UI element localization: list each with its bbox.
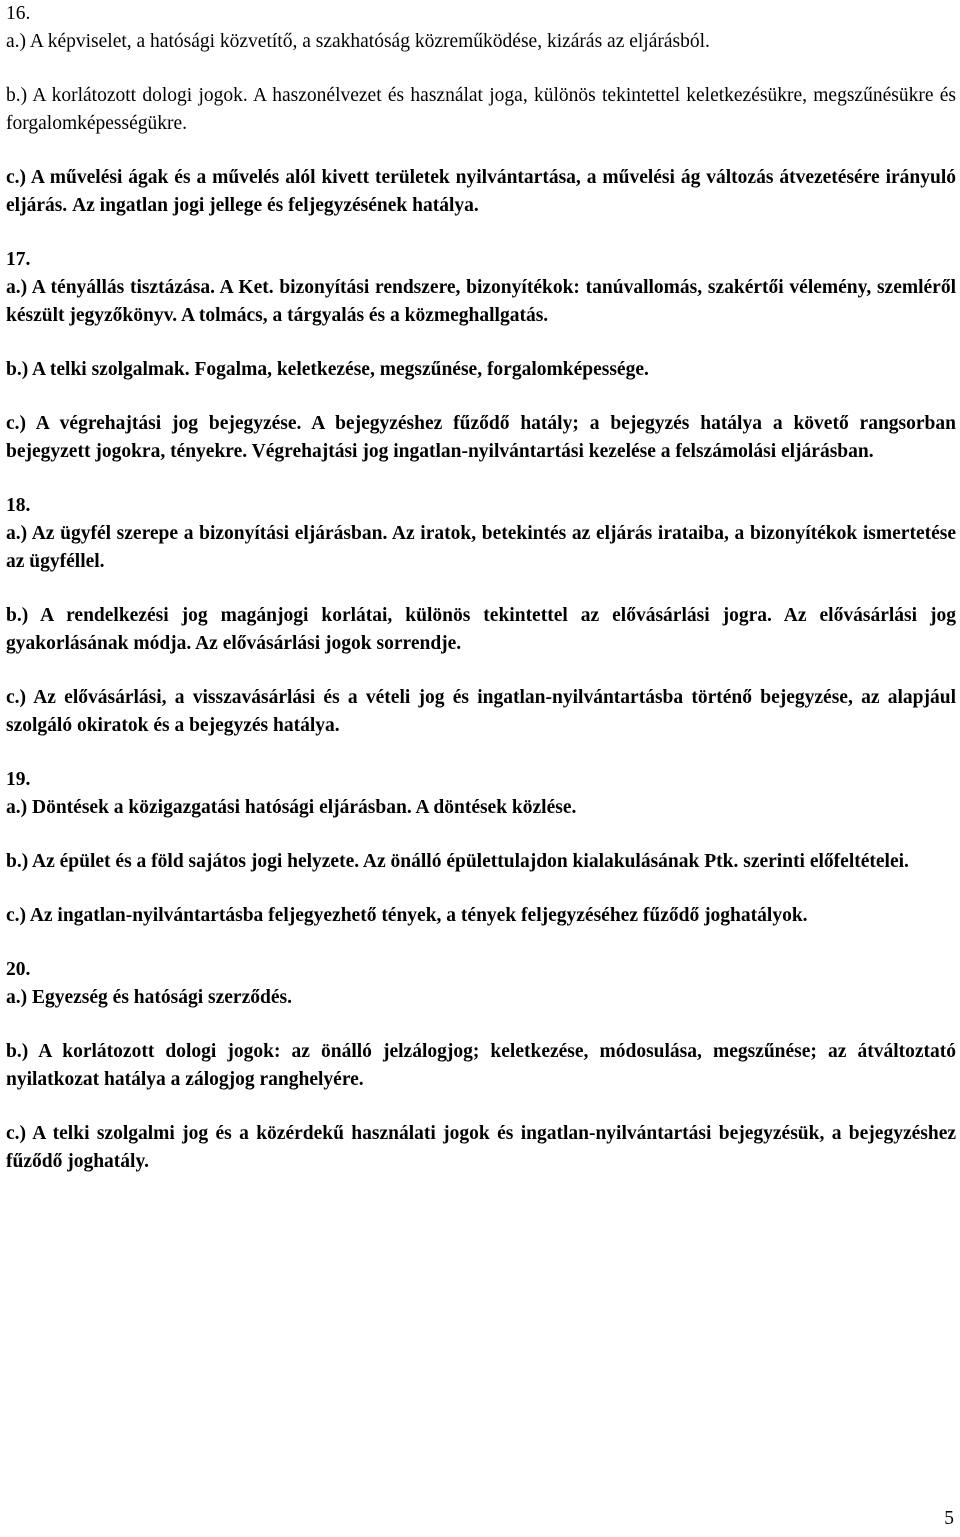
- item-16c-part2: Az ingatlan jogi jellege és feljegyzésének hatálya.: [72, 195, 479, 216]
- section-number-16: 16.: [6, 3, 31, 24]
- item-19a: a.) Döntések a közigazgatási hatósági eljárásban. A döntések közlése.: [6, 797, 577, 818]
- page-number: 5: [944, 1508, 954, 1529]
- item-19c: c.) Az ingatlan-nyilvántartásba feljegyezhető tények, a tények feljegyzéséhez fűződő joghatályok.: [6, 905, 808, 926]
- document-body: [6, 0, 956, 1202]
- section-number-20: 20.: [6, 959, 31, 980]
- item-19b: b.) Az épület és a föld sajátos jogi helyzete. Az önálló épülettulajdon kialakulásának Ptk. szerinti előfeltételei.: [6, 851, 909, 872]
- item-17a: a.) A tényállás tisztázása. A Ket. bizonyítási rendszere, bizonyítékok: tanúvallomás, szakértői vélemény, szemléről készült jegyzőkönyv. A tolmács, a tárgyalás és a közmeghallgatás.: [6, 277, 956, 326]
- section-number-19: 19.: [6, 769, 31, 790]
- item-20c: c.) A telki szolgalmi jog és a közérdekű használati jogok és ingatlan-nyilvántartási bejegyzésük, a bejegyzéshez fűződő joghatály.: [6, 1123, 956, 1172]
- section-number-18: 18.: [6, 495, 31, 516]
- item-16b: b.) A korlátozott dologi jogok. A haszonélvezet és használat joga, különös tekintettel keletkezésükre, megszűnésükre és forgalomképességükre.: [6, 85, 956, 134]
- item-18c: c.) Az elővásárlási, a visszavásárlási és a vételi jog és ingatlan-nyilvántartásba történő bejegyzése, az alapjául szolgáló okiratok és a bejegyzés hatálya.: [6, 687, 956, 736]
- item-17c: c.) A végrehajtási jog bejegyzése. A bejegyzéshez fűződő hatály; a bejegyzés hatálya a követő rangsorban bejegyzett jogokra, tényekre. Végrehajtási jog ingatlan-nyilvántartási kezelése a felszámolási eljárásban.: [6, 413, 956, 462]
- item-18b: b.) A rendelkezési jog magánjogi korlátai, különös tekintettel az elővásárlási jogra. Az elővásárlási jog gyakorlásának módja. Az elővásárlási jogok sorrendje.: [6, 605, 956, 654]
- item-17b: b.) A telki szolgalmak. Fogalma, keletkezése, megszűnése, forgalomképessége.: [6, 359, 649, 380]
- item-20a: a.) Egyezség és hatósági szerződés.: [6, 987, 292, 1008]
- item-20b: b.) A korlátozott dologi jogok: az önálló jelzálogjog; keletkezése, módosulása, megszűnése; az átváltoztató nyilatkozat hatálya a zálogjog ranghelyére.: [6, 1041, 956, 1090]
- section-number-17: 17.: [6, 249, 31, 270]
- item-18a: a.) Az ügyfél szerepe a bizonyítási eljárásban. Az iratok, betekintés az eljárás irataiba, a bizonyítékok ismertetése az ügyféllel.: [6, 523, 956, 572]
- item-16c: [6, 164, 956, 220]
- item-16a: a.) A képviselet, a hatósági közvetítő, a szakhatóság közreműködése, kizárás az eljárásból.: [6, 31, 710, 52]
- item-16c-part1: c.) A művelési ágak és a művelés alól kivett területek nyilvántartása, a művelési ág változás átvezetésére irányuló eljárás.: [6, 167, 956, 216]
